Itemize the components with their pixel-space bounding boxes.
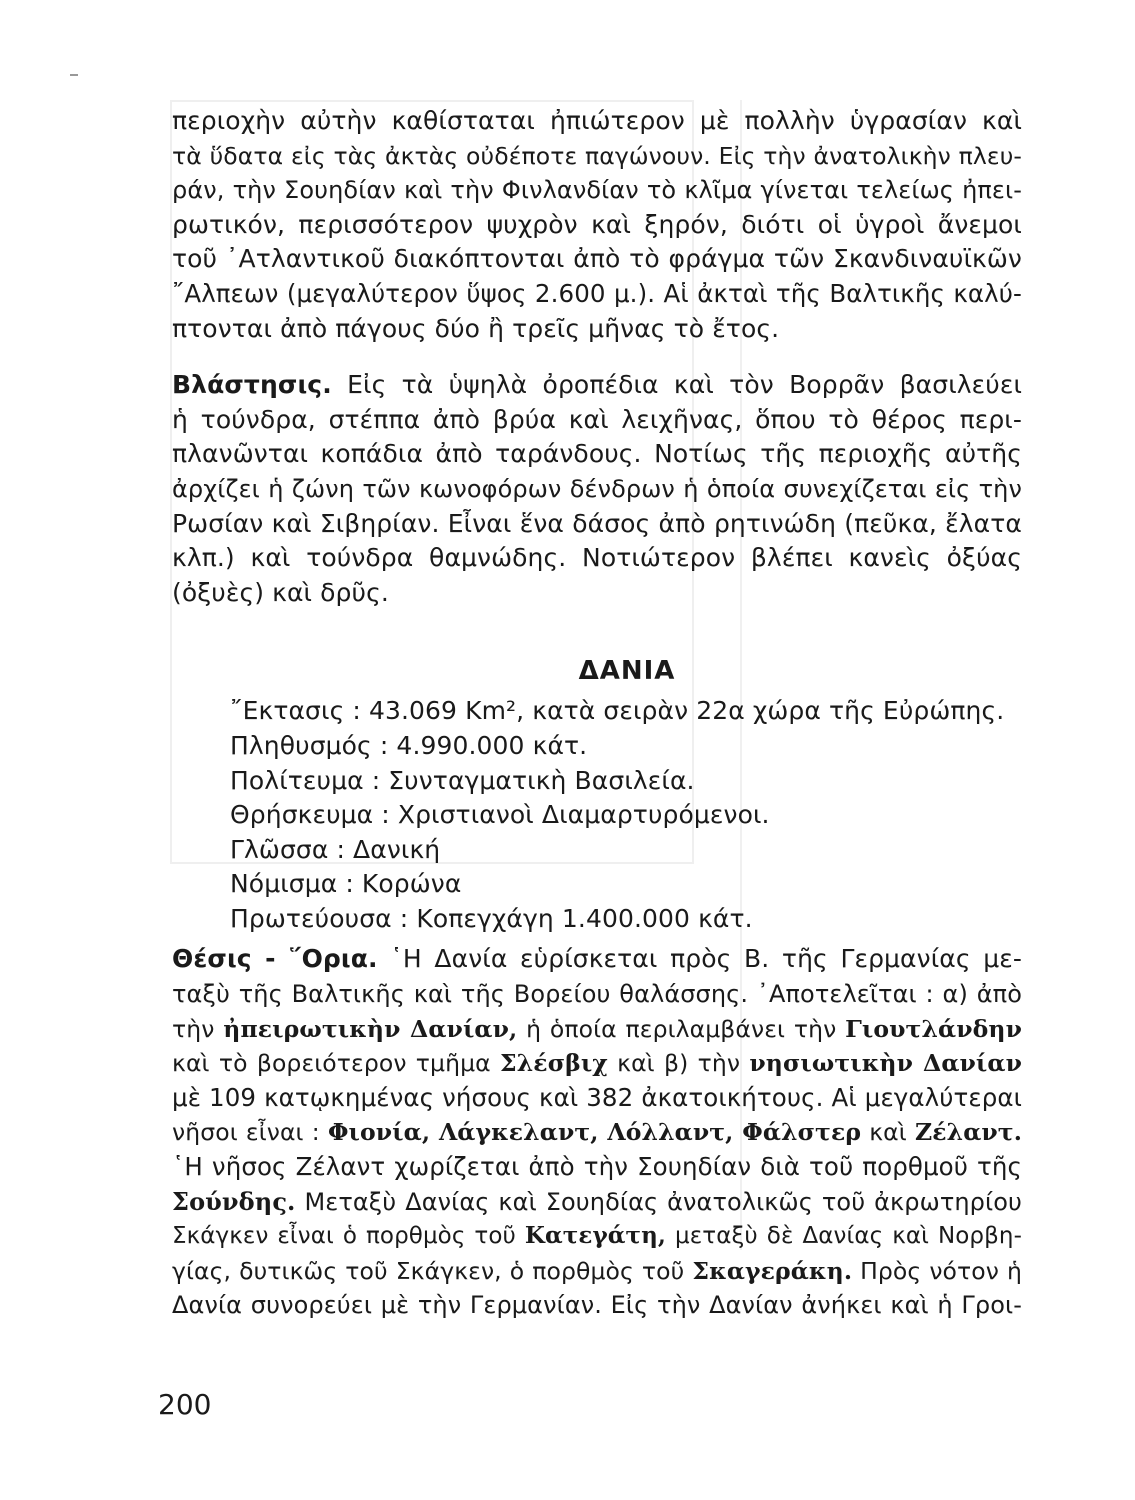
fact-currency: Νόμισμα : Κορώνα: [230, 869, 462, 899]
text-line: πτονται ἀπὸ πάγους δύο ἢ τρεῖς μῆνας τὸ ἔτος.: [172, 313, 780, 343]
text-line: ῾Η νῆσος Ζέλαντ χωρίζεται ἀπὸ τὴν Σουηδίαν διὰ τοῦ πορθμοῦ τῆς: [172, 1152, 1022, 1182]
text-line: ρωτικόν, περισσότερον ψυχρὸν καὶ ξηρόν, διότι οἱ ὑγροὶ ἄνεμοι: [172, 209, 1022, 239]
bold-term: Σκαγεράκη.: [692, 1256, 853, 1285]
climate-paragraph: [172, 104, 1022, 346]
page-number: 200: [158, 1388, 212, 1421]
fact-government: Πολίτευμα : Συνταγματικὴ Βασιλεία.: [230, 765, 695, 795]
bold-term: ἠπειρωτικὴν Δανίαν,: [223, 1014, 518, 1043]
text-span: καὶ τὸ βορειότερον τμῆμα: [172, 1049, 491, 1078]
text-line: [172, 1012, 1022, 1047]
text-span: τὴν: [172, 1014, 215, 1043]
text-line: ράν, τὴν Σουηδίαν καὶ τὴν Φινλανδίαν τὸ κλῖμα γίνεται τελείως ἠπει-: [172, 176, 1022, 205]
text-line: [172, 1115, 1022, 1150]
section-title: ΔΑΝΙΑ: [578, 656, 676, 687]
text-line: ῎Αλπεων (μεγαλύτερον ὕψος 2.600 μ.). Αἱ ἀκταὶ τῆς Βαλτικῆς καλύ-: [172, 278, 1022, 308]
bold-term: Γιουτλάνδην: [845, 1014, 1023, 1043]
text-span: μεταξὺ δὲ Δανίας καὶ Νορβη-: [675, 1223, 1022, 1250]
text-line: [172, 1046, 1022, 1081]
text-line: τοῦ ᾿Ατλαντικοῦ διακόπτονται ἀπὸ τὸ φράγμα τῶν Σκανδιναυϊκῶν: [172, 244, 1022, 274]
text-line: μὲ 109 κατῳκημένας νήσους καὶ 382 ἀκατοικήτους. Αἱ μεγαλύτεραι: [172, 1082, 1022, 1112]
fact-area: ῎Εκτασις : 43.069 Km², κατὰ σειρὰν 22α χώρα τῆς Εὐρώπης.: [230, 696, 1005, 726]
text-span: γίας, δυτικῶς τοῦ Σκάγκεν, ὁ πορθμὸς τοῦ: [172, 1256, 685, 1285]
bold-term: Φιονία, Λάγκελαντ, Λόλλαντ, Φάλστερ: [327, 1118, 862, 1147]
text-line: τὰ ὕδατα εἰς τὰς ἀκτὰς οὐδέποτε παγώνουν. Εἰς τὴν ἀνατολικὴν πλευ-: [172, 141, 1022, 170]
fact-religion: Θρήσκευμα : Χριστιανοὶ Διαμαρτυρόμενοι.: [230, 800, 770, 830]
fact-capital: Πρωτεύουσα : Κοπεγχάγη 1.400.000 κάτ.: [230, 903, 753, 933]
bold-term: Ζέλαντ.: [914, 1118, 1022, 1147]
margin-mark: [70, 74, 78, 76]
text-span: Σκάγκεν εἶναι ὁ πορθμὸς τοῦ: [172, 1223, 516, 1250]
text-span: ἡ ὁποία περιλαμβάνει τὴν: [526, 1014, 837, 1043]
text-column: [172, 104, 1022, 1323]
text-line: ταξὺ τῆς Βαλτικῆς καὶ τῆς Βορείου θαλάσσης. ᾿Αποτελεῖται : α) ἀπὸ: [172, 980, 1022, 1009]
fact-language: Γλῶσσα : Δανική: [230, 834, 441, 864]
position-paragraph: [172, 942, 1022, 1323]
text-span: νῆσοι εἶναι :: [172, 1118, 320, 1147]
bold-term: νησιωτικὴν Δανίαν: [749, 1049, 1022, 1078]
text-line: [172, 1219, 1022, 1254]
fact-population: Πληθυσμός : 4.990.000 κάτ.: [230, 730, 588, 760]
position-heading: Θέσις - ῞Ορια.: [172, 944, 378, 974]
vegetation-paragraph: [172, 368, 1022, 610]
text-line: [172, 1185, 1022, 1220]
vegetation-heading: Βλάστησις.: [172, 370, 332, 400]
bold-term: Σλέσβιχ: [500, 1049, 608, 1078]
text-line: Δανία συνορεύει μὲ τὴν Γερμανίαν. Εἰς τὴν Δανίαν ἀνήκει καὶ ἡ Γροι-: [172, 1291, 1022, 1320]
text-span: Πρὸς νότον ἡ: [860, 1256, 1022, 1285]
text-span: καὶ: [869, 1118, 907, 1147]
text-line: [172, 942, 1022, 977]
text-line: ἡ τούνδρα, στέππα ἀπὸ βρύα καὶ λειχῆνας, ὅπου τὸ θέρος περι-: [172, 404, 1022, 434]
text-line: κλπ.) καὶ τούνδρα θαμνώδης. Νοτιώτερον βλέπει κανεὶς ὀξύας: [172, 543, 1022, 573]
text-line: (ὀξυὲς) καὶ δρῦς.: [172, 577, 389, 607]
text-span: ῾Η Δανία εὑρίσκεται πρὸς Β. τῆς Γερμανίας με-: [390, 944, 1022, 974]
text-line: [172, 368, 1022, 403]
text-line: περιοχὴν αὐτὴν καθίσταται ἠπιώτερον μὲ πολλὴν ὑγρασίαν καὶ: [172, 106, 1022, 135]
bold-term: Σούνδης.: [172, 1186, 296, 1216]
bold-term: Κατεγάτη,: [524, 1222, 667, 1250]
text-line: [172, 1254, 1022, 1289]
text-span: Εἰς τὰ ὑψηλὰ ὀροπέδια καὶ τὸν Βορρᾶν βασιλεύει: [347, 370, 1023, 400]
country-facts: [172, 694, 1022, 936]
text-line: πλανῶνται κοπάδια ἀπὸ ταράνδους. Νοτίως τῆς περιοχῆς αὐτῆς: [172, 439, 1022, 469]
text-span: Μεταξὺ Δανίας καὶ Σουηδίας ἀνατολικῶς τοῦ ἀκρωτηρίου: [304, 1187, 1022, 1216]
text-line: ἀρχίζει ἡ ζώνη τῶν κωνοφόρων δένδρων ἡ ὁποία συνεχίζεται εἰς τὴν: [172, 474, 1022, 503]
text-span: καὶ β) τὴν: [617, 1049, 741, 1078]
text-line: Ρωσίαν καὶ Σιβηρίαν. Εἶναι ἕνα δάσος ἀπὸ ρητινώδη (πεῦκα, ἔλατα: [172, 508, 1022, 538]
